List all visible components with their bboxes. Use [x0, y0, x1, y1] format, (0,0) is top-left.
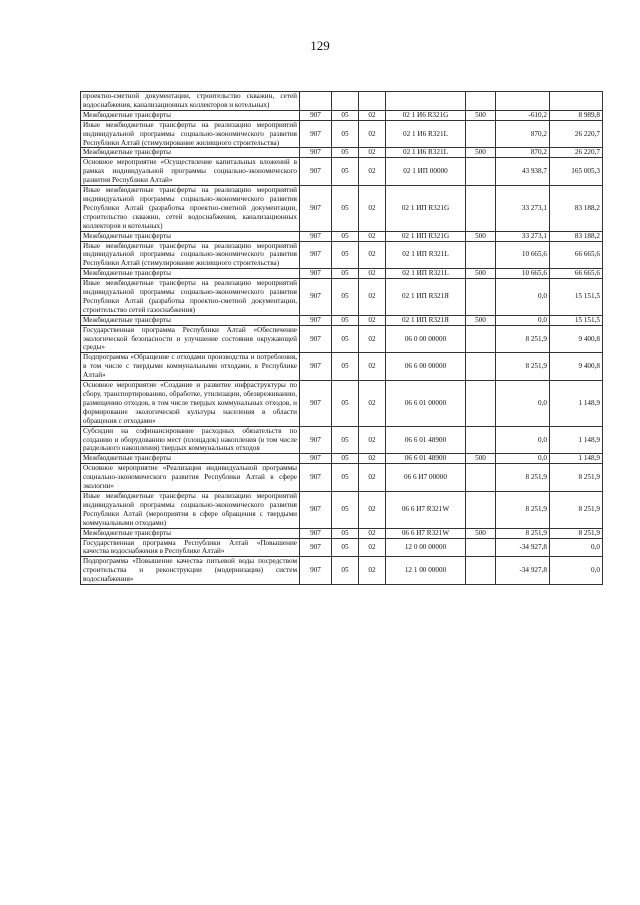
row-name: Межбюджетные трансферты — [81, 148, 300, 158]
expense-type-code — [466, 325, 496, 353]
ministry-code: 907 — [300, 426, 332, 454]
target-article-code: 12 1 00 00000 — [386, 557, 466, 585]
row-name: Межбюджетные трансферты — [81, 454, 300, 464]
target-article-code: 06 6 И7 R321W — [386, 491, 466, 528]
subsection-code: 02 — [359, 158, 386, 186]
expense-type-code: 500 — [466, 315, 496, 325]
section-code: 05 — [332, 464, 359, 492]
ministry-code: 907 — [300, 241, 332, 269]
section-code: 05 — [332, 557, 359, 585]
section-code: 05 — [332, 241, 359, 269]
row-name: Иные межбюджетные трансферты на реализацию мероприятий индивидуальной программы социально-экономического развития Республики Алтай (стимулирование жилищного строительства) — [81, 241, 300, 269]
section-code: 05 — [332, 148, 359, 158]
amount-total: 66 665,6 — [550, 269, 603, 279]
amount-total: 66 665,6 — [550, 241, 603, 269]
amount-change: 33 273,1 — [496, 186, 550, 232]
section-code: 05 — [332, 120, 359, 148]
expense-type-code — [466, 491, 496, 528]
expense-type-code: 500 — [466, 148, 496, 158]
table-row — [81, 454, 603, 464]
section-code: 05 — [332, 381, 359, 427]
ministry-code: 907 — [300, 315, 332, 325]
amount-total: 8 989,8 — [550, 110, 603, 120]
row-name: Иные межбюджетные трансферты на реализацию мероприятий индивидуальной программы социально-экономического развития Республики Алтай (стимулирование жилищного строительства) — [81, 120, 300, 148]
table-row — [81, 92, 603, 111]
expense-type-code: 500 — [466, 269, 496, 279]
amount-change: 0,0 — [496, 426, 550, 454]
amount-change: 870,2 — [496, 148, 550, 158]
table-row — [81, 120, 603, 148]
amount-total: 1 148,9 — [550, 454, 603, 464]
amount-change: 0,0 — [496, 279, 550, 316]
amount-change: 10 665,6 — [496, 269, 550, 279]
row-name: Межбюджетные трансферты — [81, 269, 300, 279]
ministry-code: 907 — [300, 231, 332, 241]
amount-change: 0,0 — [496, 454, 550, 464]
subsection-code: 02 — [359, 464, 386, 492]
section-code: 05 — [332, 231, 359, 241]
amount-total — [550, 92, 603, 111]
expense-type-code — [466, 158, 496, 186]
amount-change: 8 251,9 — [496, 325, 550, 353]
amount-change: 8 251,9 — [496, 464, 550, 492]
page-number: 129 — [310, 38, 330, 53]
subsection-code: 02 — [359, 381, 386, 427]
amount-total: 83 188,2 — [550, 186, 603, 232]
expense-type-code — [466, 381, 496, 427]
ministry-code: 907 — [300, 269, 332, 279]
amount-total: 83 188,2 — [550, 231, 603, 241]
subsection-code: 02 — [359, 528, 386, 538]
expense-type-code — [466, 186, 496, 232]
target-article-code: 02 1 И6 R321G — [386, 110, 466, 120]
subsection-code: 02 — [359, 269, 386, 279]
amount-change: 8 251,9 — [496, 491, 550, 528]
row-name: Межбюджетные трансферты — [81, 315, 300, 325]
section-code — [332, 92, 359, 111]
amount-total: 8 251,9 — [550, 491, 603, 528]
target-article-code — [386, 92, 466, 111]
ministry-code: 907 — [300, 464, 332, 492]
ministry-code: 907 — [300, 110, 332, 120]
row-name: Иные межбюджетные трансферты на реализацию мероприятий индивидуальной программы социально-экономического развития Республики Алтай (разработка проектно-сметной документации, строительство скважин, сетей водоснабжения, канализационных коллекторов и котельных) — [81, 186, 300, 232]
table-row — [81, 158, 603, 186]
ministry-code: 907 — [300, 325, 332, 353]
target-article-code: 02 1 ИП R321L — [386, 241, 466, 269]
expense-type-code — [466, 538, 496, 557]
budget-table — [80, 91, 603, 585]
subsection-code: 02 — [359, 426, 386, 454]
section-code: 05 — [332, 538, 359, 557]
subsection-code: 02 — [359, 454, 386, 464]
target-article-code: 06 6 И7 R321W — [386, 528, 466, 538]
subsection-code: 02 — [359, 186, 386, 232]
subsection-code: 02 — [359, 231, 386, 241]
target-article-code: 02 1 ИП R321Я — [386, 315, 466, 325]
table-row — [81, 557, 603, 585]
section-code: 05 — [332, 353, 359, 381]
target-article-code: 02 1 И6 R321L — [386, 148, 466, 158]
table-row — [81, 231, 603, 241]
section-code: 05 — [332, 279, 359, 316]
expense-type-code — [466, 92, 496, 111]
target-article-code: 02 1 ИП R321L — [386, 269, 466, 279]
ministry-code: 907 — [300, 148, 332, 158]
subsection-code: 02 — [359, 325, 386, 353]
amount-change: 8 251,9 — [496, 528, 550, 538]
target-article-code: 06 6 00 00000 — [386, 353, 466, 381]
target-article-code: 02 1 ИП R321G — [386, 231, 466, 241]
subsection-code: 02 — [359, 491, 386, 528]
ministry-code: 907 — [300, 279, 332, 316]
target-article-code: 06 6 01 00000 — [386, 381, 466, 427]
expense-type-code: 500 — [466, 454, 496, 464]
table-row — [81, 464, 603, 492]
subsection-code: 02 — [359, 148, 386, 158]
subsection-code — [359, 92, 386, 111]
amount-total: 165 005,3 — [550, 158, 603, 186]
amount-change: 870,2 — [496, 120, 550, 148]
amount-total: 0,0 — [550, 538, 603, 557]
amount-total: 1 148,9 — [550, 426, 603, 454]
table-row — [81, 279, 603, 316]
ministry-code: 907 — [300, 381, 332, 427]
row-name: Иные межбюджетные трансферты на реализацию мероприятий индивидуальной программы социально-экономического развития Республики Алтай (мероприятия в сфере обращения с твердыми коммунальными отходами) — [81, 491, 300, 528]
row-name: Основное мероприятие «Создание и развитие инфраструктуры по сбору, транспортированию, обработке, утилизации, обезвреживанию, размещению отходов, в том числе твердых коммунальных отходов, и формирование экологической культуры населения в области обращения с отходами» — [81, 381, 300, 427]
ministry-code — [300, 92, 332, 111]
expense-type-code: 500 — [466, 231, 496, 241]
amount-change: 10 665,6 — [496, 241, 550, 269]
expense-type-code — [466, 426, 496, 454]
subsection-code: 02 — [359, 538, 386, 557]
target-article-code: 06 0 00 00000 — [386, 325, 466, 353]
expense-type-code: 500 — [466, 110, 496, 120]
amount-change: -610,2 — [496, 110, 550, 120]
subsection-code: 02 — [359, 557, 386, 585]
amount-change: 0,0 — [496, 381, 550, 427]
row-name: Государственная программа Республики Алтай «Обеспечение экологической безопасности и улучшение состояния окружающей среды» — [81, 325, 300, 353]
subsection-code: 02 — [359, 120, 386, 148]
ministry-code: 907 — [300, 454, 332, 464]
row-name: Основное мероприятие «Реализация индивидуальной программы социально-экономического развития Республики Алтай в сфере экологии» — [81, 464, 300, 492]
ministry-code: 907 — [300, 353, 332, 381]
ministry-code: 907 — [300, 557, 332, 585]
row-name: Иные межбюджетные трансферты на реализацию мероприятий индивидуальной программы социально-экономического развития Республики Алтай (разработка проектно-сметной документации, строительство сетей газоснабжения) — [81, 279, 300, 316]
section-code: 05 — [332, 158, 359, 186]
ministry-code: 907 — [300, 538, 332, 557]
amount-total: 8 251,9 — [550, 464, 603, 492]
subsection-code: 02 — [359, 315, 386, 325]
row-name: Межбюджетные трансферты — [81, 110, 300, 120]
section-code: 05 — [332, 325, 359, 353]
section-code: 05 — [332, 454, 359, 464]
target-article-code: 02 1 ИП R321Я — [386, 279, 466, 316]
amount-change: 0,0 — [496, 315, 550, 325]
ministry-code: 907 — [300, 491, 332, 528]
amount-total: 9 400,8 — [550, 325, 603, 353]
target-article-code: 02 1 ИП 00000 — [386, 158, 466, 186]
section-code: 05 — [332, 491, 359, 528]
target-article-code: 06 6 01 48900 — [386, 454, 466, 464]
amount-total: 1 148,9 — [550, 381, 603, 427]
table-row — [81, 426, 603, 454]
target-article-code: 12 0 00 00000 — [386, 538, 466, 557]
amount-change: 33 273,1 — [496, 231, 550, 241]
expense-type-code — [466, 241, 496, 269]
expense-type-code — [466, 120, 496, 148]
table-row — [81, 148, 603, 158]
amount-change: -34 927,8 — [496, 557, 550, 585]
ministry-code: 907 — [300, 120, 332, 148]
section-code: 05 — [332, 269, 359, 279]
table-row — [81, 353, 603, 381]
table-row — [81, 538, 603, 557]
amount-total: 26 220,7 — [550, 120, 603, 148]
row-name: Межбюджетные трансферты — [81, 528, 300, 538]
ministry-code: 907 — [300, 186, 332, 232]
section-code: 05 — [332, 315, 359, 325]
amount-change — [496, 92, 550, 111]
section-code: 05 — [332, 186, 359, 232]
expense-type-code — [466, 353, 496, 381]
amount-change: 8 251,9 — [496, 353, 550, 381]
table-row — [81, 528, 603, 538]
table-row — [81, 110, 603, 120]
ministry-code: 907 — [300, 158, 332, 186]
budget-table-body — [81, 92, 603, 585]
row-name: Межбюджетные трансферты — [81, 231, 300, 241]
table-row — [81, 381, 603, 427]
amount-change: 43 938,7 — [496, 158, 550, 186]
expense-type-code: 500 — [466, 528, 496, 538]
table-row — [81, 491, 603, 528]
row-name: Подпрограмма «Обращение с отходами производства и потребления, в том числе с твердыми коммунальными отходами, в Республике Алтай» — [81, 353, 300, 381]
row-name: Государственная программа Республики Алтай «Повышение качества водоснабжения в Республике Алтай» — [81, 538, 300, 557]
ministry-code: 907 — [300, 528, 332, 538]
row-name: проектно-сметной документации, строительство скважин, сетей водоснабжения, канализационных коллекторов и котельных) — [81, 92, 300, 111]
amount-total: 15 151,5 — [550, 279, 603, 316]
amount-total: 8 251,9 — [550, 528, 603, 538]
expense-type-code — [466, 464, 496, 492]
row-name: Подпрограмма «Повышение качества питьевой воды посредством строительства и реконструкции (модернизации) систем водоснабжения» — [81, 557, 300, 585]
section-code: 05 — [332, 110, 359, 120]
table-row — [81, 269, 603, 279]
amount-total: 9 400,8 — [550, 353, 603, 381]
table-row — [81, 315, 603, 325]
expense-type-code — [466, 557, 496, 585]
subsection-code: 02 — [359, 110, 386, 120]
section-code: 05 — [332, 528, 359, 538]
table-row — [81, 325, 603, 353]
table-row — [81, 186, 603, 232]
target-article-code: 06 6 01 48900 — [386, 426, 466, 454]
amount-total: 26 220,7 — [550, 148, 603, 158]
amount-total: 15 151,5 — [550, 315, 603, 325]
expense-type-code — [466, 279, 496, 316]
row-name: Субсидии на софинансирование расходных обязательств по созданию и оборудованию мест (площадок) накопления (в том числе раздельного накопления) твердых коммунальных отходов — [81, 426, 300, 454]
subsection-code: 02 — [359, 279, 386, 316]
target-article-code: 02 1 И6 R321L — [386, 120, 466, 148]
table-row — [81, 241, 603, 269]
target-article-code: 02 1 ИП R321G — [386, 186, 466, 232]
amount-change: -34 927,8 — [496, 538, 550, 557]
subsection-code: 02 — [359, 353, 386, 381]
row-name: Основное мероприятие «Осуществление капитальных вложений в рамках индивидуальной программы социально-экономического развития Республики Алтай» — [81, 158, 300, 186]
target-article-code: 06 6 И7 00000 — [386, 464, 466, 492]
subsection-code: 02 — [359, 241, 386, 269]
section-code: 05 — [332, 426, 359, 454]
amount-total: 0,0 — [550, 557, 603, 585]
